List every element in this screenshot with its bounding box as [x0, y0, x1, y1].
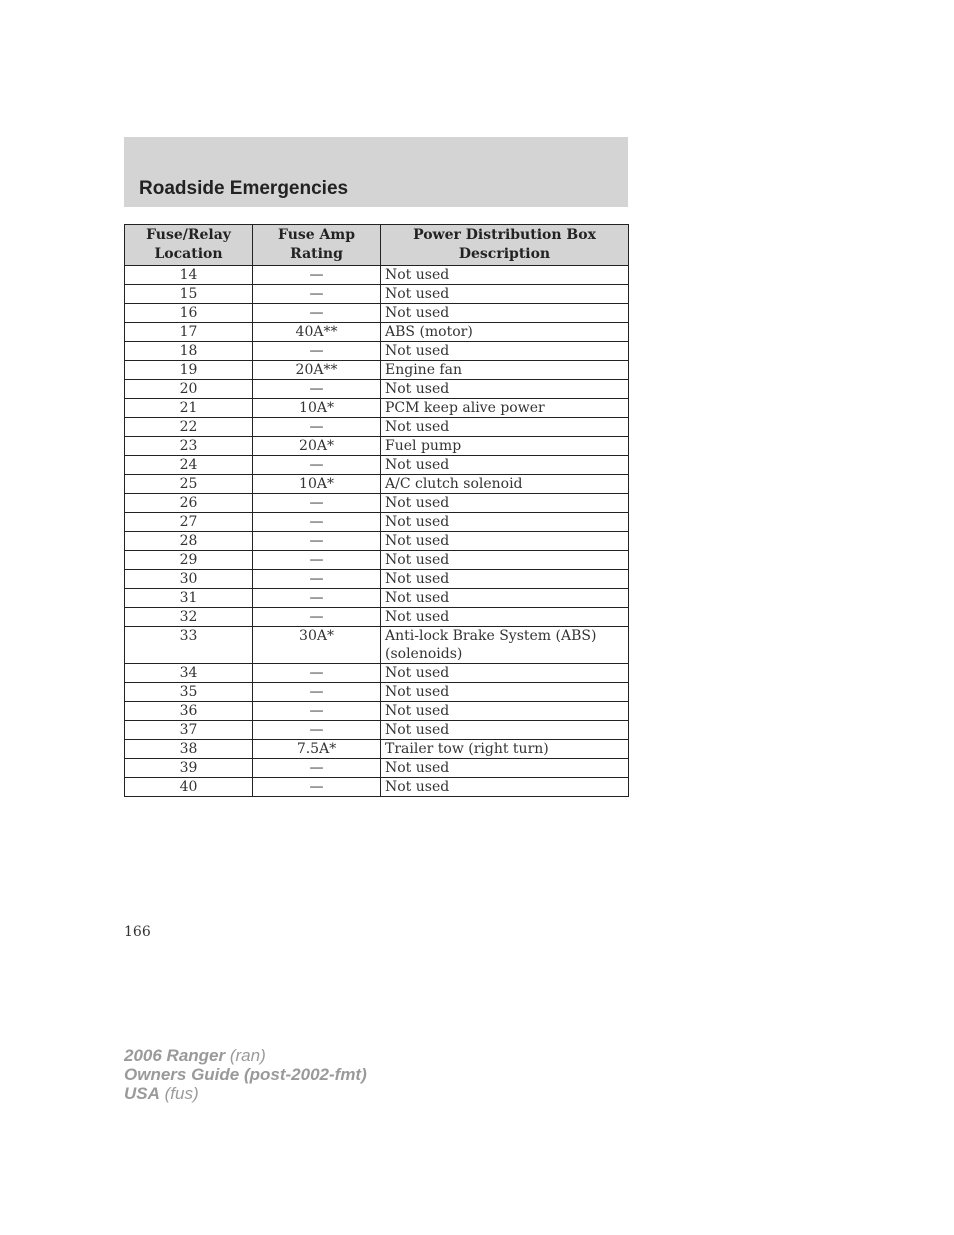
fuse-rating-cell: —	[253, 551, 381, 570]
fuse-rating-cell: —	[253, 285, 381, 304]
fuse-rating-cell: —	[253, 589, 381, 608]
fuse-rating-cell: 40A**	[253, 323, 381, 342]
table-row	[125, 740, 629, 759]
fuse-rating-cell: —	[253, 721, 381, 740]
table-row	[125, 551, 629, 570]
fuse-location-cell: 30	[125, 570, 253, 589]
table-row	[125, 304, 629, 323]
table-row	[125, 513, 629, 532]
fuse-description-cell: Not used	[381, 683, 629, 702]
fuse-location-cell: 22	[125, 418, 253, 437]
fuse-rating-cell: 10A*	[253, 399, 381, 418]
table-row	[125, 778, 629, 797]
table-row	[125, 380, 629, 399]
fuse-location-cell: 15	[125, 285, 253, 304]
fuse-description-cell: Not used	[381, 702, 629, 721]
section-title: Roadside Emergencies	[139, 178, 349, 199]
fuse-location-cell: 26	[125, 494, 253, 513]
fuse-description-cell: Fuel pump	[381, 437, 629, 456]
fuse-description-cell: Not used	[381, 664, 629, 683]
fuse-description-cell: Trailer tow (right turn)	[381, 740, 629, 759]
fuse-location-cell: 35	[125, 683, 253, 702]
fuse-location-cell: 24	[125, 456, 253, 475]
fuse-description-cell: Anti-lock Brake System (ABS) (solenoids)	[381, 627, 629, 664]
fuse-rating-cell: —	[253, 266, 381, 285]
document-footer	[124, 1046, 367, 1103]
fuse-description-cell: PCM keep alive power	[381, 399, 629, 418]
fuse-description-cell: A/C clutch solenoid	[381, 475, 629, 494]
fuse-rating-cell: 10A*	[253, 475, 381, 494]
fuse-description-cell: Not used	[381, 380, 629, 399]
fuse-location-cell: 18	[125, 342, 253, 361]
fuse-description-cell: Not used	[381, 513, 629, 532]
fuse-location-cell: 38	[125, 740, 253, 759]
fuse-location-cell: 14	[125, 266, 253, 285]
table-body	[125, 266, 629, 797]
fuse-location-cell: 34	[125, 664, 253, 683]
fuse-description-cell: Not used	[381, 589, 629, 608]
fuse-description-cell: Not used	[381, 285, 629, 304]
fuse-rating-cell: —	[253, 342, 381, 361]
fuse-description-cell: Not used	[381, 418, 629, 437]
fuse-location-cell: 37	[125, 721, 253, 740]
page-number: 166	[124, 924, 151, 940]
fuse-rating-cell: —	[253, 494, 381, 513]
fuse-rating-cell: —	[253, 664, 381, 683]
section-header	[124, 137, 628, 207]
fuse-location-cell: 19	[125, 361, 253, 380]
fuse-rating-cell: 20A**	[253, 361, 381, 380]
fuse-location-cell: 27	[125, 513, 253, 532]
footer-line-2: Owners Guide (post-2002-fmt)	[124, 1065, 367, 1084]
table-row	[125, 589, 629, 608]
fuse-location-cell: 32	[125, 608, 253, 627]
fuse-location-cell: 40	[125, 778, 253, 797]
fuse-location-cell: 31	[125, 589, 253, 608]
table-row	[125, 721, 629, 740]
fuse-description-cell: Not used	[381, 532, 629, 551]
fuse-location-cell: 36	[125, 702, 253, 721]
fuse-rating-cell: —	[253, 702, 381, 721]
fuse-description-cell: Not used	[381, 304, 629, 323]
fuse-location-cell: 33	[125, 627, 253, 664]
fuse-description-cell: Not used	[381, 551, 629, 570]
fuse-rating-cell: —	[253, 683, 381, 702]
table-row	[125, 399, 629, 418]
table-row	[125, 570, 629, 589]
fuse-description-cell: Not used	[381, 456, 629, 475]
fuse-rating-cell: —	[253, 304, 381, 323]
fuse-rating-cell: —	[253, 513, 381, 532]
fuse-location-cell: 28	[125, 532, 253, 551]
fuse-rating-cell: —	[253, 380, 381, 399]
fuse-description-cell: Not used	[381, 608, 629, 627]
table-row	[125, 494, 629, 513]
fuse-location-cell: 25	[125, 475, 253, 494]
fuse-rating-cell: —	[253, 608, 381, 627]
table-row	[125, 683, 629, 702]
fuse-location-cell: 16	[125, 304, 253, 323]
footer-line-1: 2006 Ranger (ran)	[124, 1046, 266, 1065]
column-header-location: Fuse/Relay Location	[125, 225, 253, 266]
fuse-description-cell: Not used	[381, 759, 629, 778]
fuse-description-cell: Not used	[381, 494, 629, 513]
table-row	[125, 532, 629, 551]
fuse-location-cell: 39	[125, 759, 253, 778]
fuse-rating-cell: 20A*	[253, 437, 381, 456]
table-row	[125, 456, 629, 475]
table-row	[125, 608, 629, 627]
fuse-rating-cell: —	[253, 570, 381, 589]
fuse-rating-cell: 7.5A*	[253, 740, 381, 759]
table-row	[125, 266, 629, 285]
fuse-location-cell: 23	[125, 437, 253, 456]
table-row	[125, 627, 629, 664]
fuse-description-cell: Not used	[381, 266, 629, 285]
table-header-row	[125, 225, 629, 266]
fuse-description-cell: Not used	[381, 778, 629, 797]
fuse-description-cell: Not used	[381, 721, 629, 740]
table-row	[125, 342, 629, 361]
table-row	[125, 664, 629, 683]
fuse-rating-cell: —	[253, 456, 381, 475]
fuse-location-cell: 21	[125, 399, 253, 418]
footer-line-3: USA (fus)	[124, 1084, 199, 1103]
fuse-rating-cell: —	[253, 759, 381, 778]
table-row	[125, 475, 629, 494]
fuse-description-cell: Not used	[381, 570, 629, 589]
column-header-description: Power Distribution Box Description	[381, 225, 629, 266]
fuse-description-cell: Not used	[381, 342, 629, 361]
column-header-rating: Fuse Amp Rating	[253, 225, 381, 266]
table-row	[125, 285, 629, 304]
fuse-rating-cell: —	[253, 532, 381, 551]
table-row	[125, 361, 629, 380]
fuse-location-cell: 29	[125, 551, 253, 570]
fuse-rating-cell: —	[253, 418, 381, 437]
fuse-location-cell: 20	[125, 380, 253, 399]
fuse-description-cell: Engine fan	[381, 361, 629, 380]
fuse-description-cell: ABS (motor)	[381, 323, 629, 342]
fuse-table	[124, 224, 629, 797]
table-row	[125, 759, 629, 778]
fuse-rating-cell: 30A*	[253, 627, 381, 664]
table-row	[125, 702, 629, 721]
table-row	[125, 437, 629, 456]
table-row	[125, 418, 629, 437]
table-row	[125, 323, 629, 342]
fuse-rating-cell: —	[253, 778, 381, 797]
fuse-location-cell: 17	[125, 323, 253, 342]
